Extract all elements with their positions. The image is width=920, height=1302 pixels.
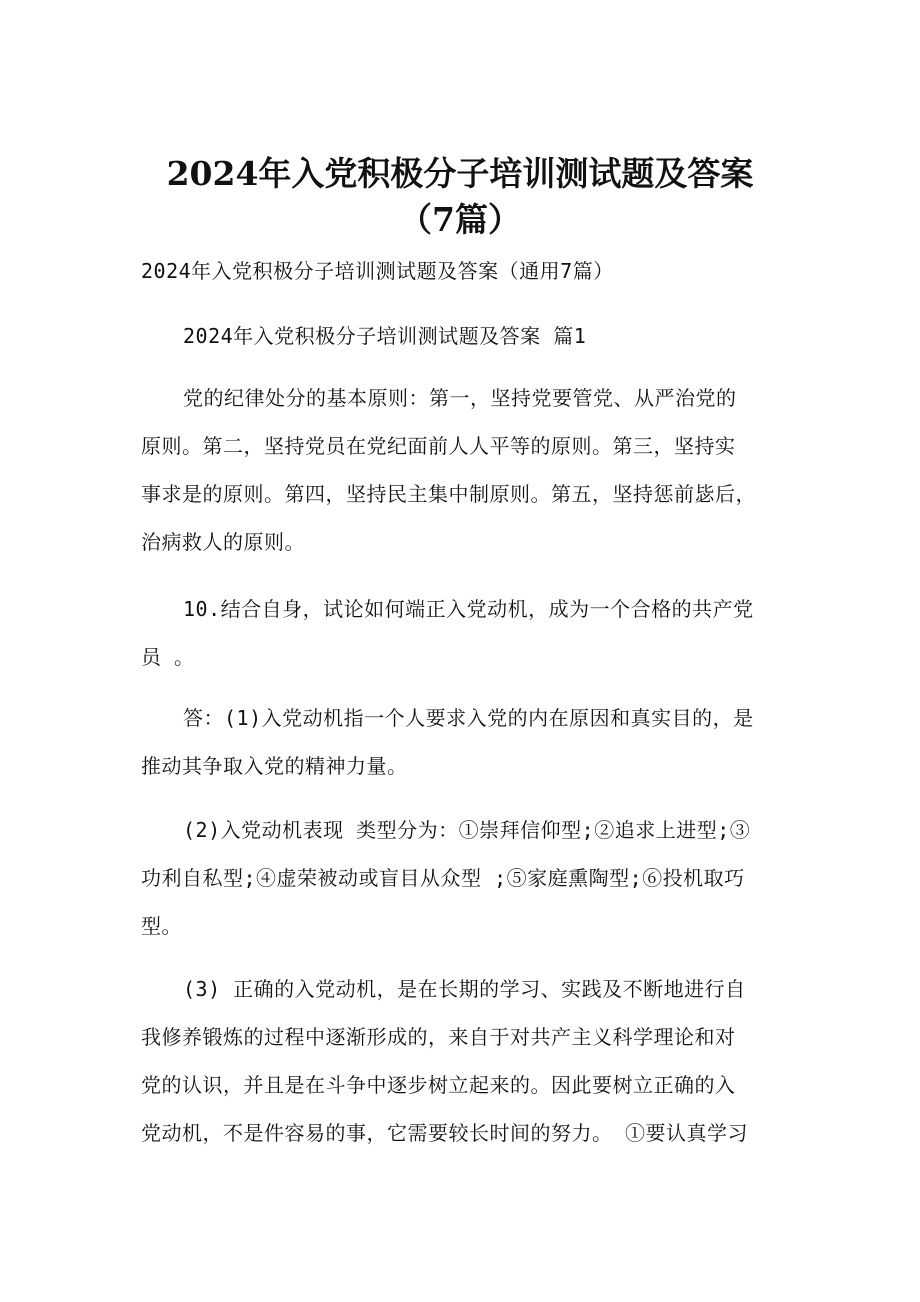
document-subtitle: 2024年入党积极分子培训测试题及答案（通用7篇） <box>141 259 614 283</box>
section-heading: 2024年入党积极分子培训测试题及答案 篇1 <box>183 324 587 348</box>
paragraph-line: (3) 正确的入党动机，是在长期的学习、实践及不断地进行自 <box>183 977 746 1001</box>
paragraph-line: 型。 <box>141 914 182 938</box>
paragraph-line: 党的纪律处分的基本原则：第一，坚持党要管党、从严治党的 <box>183 386 737 410</box>
document-title-line2: （7篇） <box>399 200 521 239</box>
paragraph-line: (2)入党动机表现 类型分为：①崇拜信仰型;②追求上进型;③ <box>183 818 751 842</box>
paragraph-line: 党的认识，并且是在斗争中逐步树立起来的。因此要树立正确的入 <box>141 1073 736 1097</box>
paragraph-line: 治病救人的原则。 <box>141 530 305 554</box>
paragraph-line: 功利自私型;④虚荣被动或盲目从众型 ;⑤家庭熏陶型;⑥投机取巧 <box>141 866 745 890</box>
paragraph-line: 10.结合自身，试论如何端正入党动机，成为一个合格的共产党 <box>183 597 754 621</box>
paragraph-line: 答：(1)入党动机指一个人要求入党的内在原因和真实目的，是 <box>183 706 754 730</box>
paragraph-line: 员 。 <box>141 645 195 669</box>
paragraph-line: 我修养锻炼的过程中逐渐形成的，来自于对共产主义科学理论和对 <box>141 1025 736 1049</box>
document-title-line1: 2024年入党积极分子培训测试题及答案 <box>166 154 754 193</box>
paragraph-line: 事求是的原则。第四，坚持民主集中制原则。第五，坚持惩前毖后， <box>141 482 756 506</box>
paragraph-line: 党动机，不是件容易的事，它需要较长时间的努力。 ①要认真学习 <box>141 1121 749 1145</box>
paragraph-line: 原则。第二，坚持党员在党纪面前人人平等的原则。第三，坚持实 <box>141 434 736 458</box>
paragraph-line: 推动其争取入党的精神力量。 <box>141 754 408 778</box>
